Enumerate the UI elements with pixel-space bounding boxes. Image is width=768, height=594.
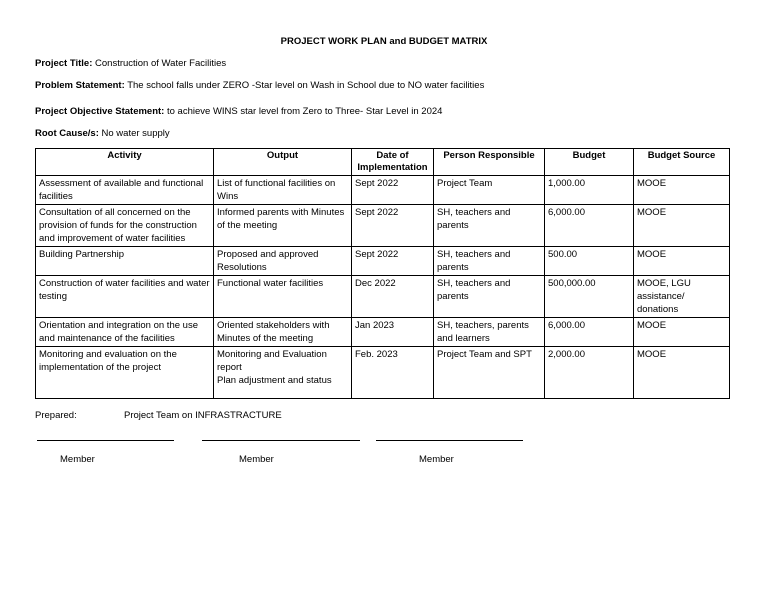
problem-statement-value: The school falls under ZERO -Star level on Wash in School due to NO water facilities: [124, 80, 485, 91]
prepared-value: Project Team on INFRASTRACTURE: [124, 410, 282, 421]
cell-source: MOOE: [634, 347, 730, 399]
cell-date: Sept 2022: [352, 176, 434, 205]
header-output: Output: [214, 149, 352, 176]
prepared-label: Prepared:: [35, 410, 77, 421]
table-row: [36, 247, 730, 276]
cell-output: Proposed and approved Resolutions: [214, 247, 352, 276]
cell-source: MOOE: [634, 247, 730, 276]
cell-source: MOOE: [634, 176, 730, 205]
cell-activity: Construction of water facilities and water testing: [36, 276, 214, 318]
cell-source: MOOE, LGU assistance/ donations: [634, 276, 730, 318]
cell-output: Functional water facilities: [214, 276, 352, 318]
signature-line: [37, 440, 174, 441]
cell-budget: 500,000.00: [545, 276, 634, 318]
signature-line: [202, 440, 360, 441]
signature-line: [376, 440, 523, 441]
root-cause-line: [35, 128, 170, 139]
cell-output-line-extra: Plan adjustment and status: [217, 375, 332, 386]
cell-output: List of functional facilities on Wins: [214, 176, 352, 205]
cell-date: Sept 2022: [352, 247, 434, 276]
objective-statement-label: Project Objective Statement:: [35, 106, 165, 117]
table-row: [36, 176, 730, 205]
cell-output: Informed parents with Minutes of the meeting: [214, 205, 352, 247]
cell-budget: 2,000.00: [545, 347, 634, 399]
problem-statement-line: [35, 80, 484, 91]
header-source: Budget Source: [634, 149, 730, 176]
cell-date: Dec 2022: [352, 276, 434, 318]
cell-person: SH, teachers and parents: [434, 205, 545, 247]
project-title-label: Project Title:: [35, 58, 93, 69]
cell-budget: 1,000.00: [545, 176, 634, 205]
header-activity: Activity: [36, 149, 214, 176]
project-title-line: [35, 58, 226, 69]
cell-person: SH, teachers and parents: [434, 247, 545, 276]
root-cause-value: No water supply: [98, 128, 170, 139]
cell-date: Jan 2023: [352, 318, 434, 347]
document-title: PROJECT WORK PLAN and BUDGET MATRIX: [280, 36, 488, 47]
cell-person: Project Team and SPT: [434, 347, 545, 399]
cell-date: Sept 2022: [352, 205, 434, 247]
cell-source: MOOE: [634, 205, 730, 247]
cell-budget: 6,000.00: [545, 205, 634, 247]
cell-date: Feb. 2023: [352, 347, 434, 399]
cell-activity: Consultation of all concerned on the provision of funds for the construction and improvement of water facilities: [36, 205, 214, 247]
cell-output: Oriented stakeholders with Minutes of the meeting: [214, 318, 352, 347]
table-row: [36, 347, 730, 399]
objective-statement-value: to achieve WINS star level from Zero to Three- Star Level in 2024: [164, 106, 443, 117]
table-row: [36, 276, 730, 318]
cell-budget: 6,000.00: [545, 318, 634, 347]
cell-person: SH, teachers, parents and learners: [434, 318, 545, 347]
table-row: [36, 318, 730, 347]
problem-statement-label: Problem Statement:: [35, 80, 125, 91]
cell-activity: Building Partnership: [36, 247, 214, 276]
project-title-value: Construction of Water Facilities: [92, 58, 227, 69]
cell-budget: 500.00: [545, 247, 634, 276]
root-cause-label: Root Cause/s:: [35, 128, 99, 139]
cell-activity: Monitoring and evaluation on the implementation of the project: [36, 347, 214, 399]
member-label: Member: [239, 454, 274, 465]
cell-source: MOOE: [634, 318, 730, 347]
cell-person: SH, teachers and parents: [434, 276, 545, 318]
header-budget: Budget: [545, 149, 634, 176]
cell-person: Project Team: [434, 176, 545, 205]
cell-output: [214, 347, 352, 399]
member-label: Member: [419, 454, 454, 465]
header-date: Date of Implementation: [352, 149, 434, 176]
table-row: [36, 205, 730, 247]
cell-activity: Orientation and integration on the use and maintenance of the facilities: [36, 318, 214, 347]
cell-output-line: Monitoring and Evaluation report: [217, 349, 327, 373]
header-person: Person Responsible: [434, 149, 545, 176]
member-label: Member: [60, 454, 95, 465]
work-plan-table: [35, 148, 730, 399]
table-header-row: [36, 149, 730, 176]
objective-statement-line: [35, 106, 442, 117]
cell-activity: Assessment of available and functional facilities: [36, 176, 214, 205]
